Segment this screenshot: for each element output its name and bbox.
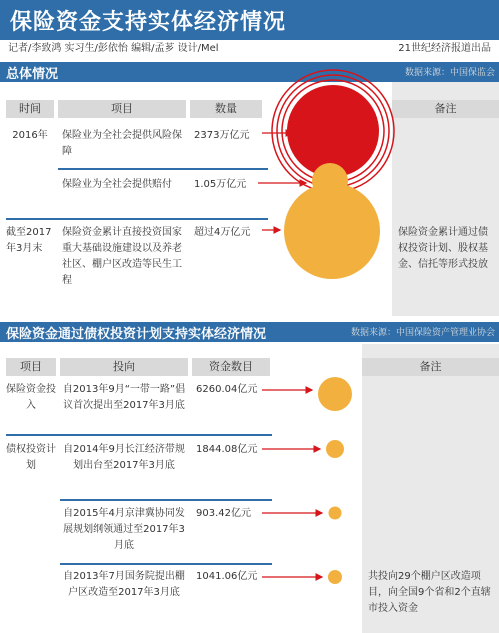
bubble-1844 bbox=[326, 440, 344, 458]
s1-header-amount: 数量 bbox=[190, 100, 262, 118]
s2-row3-amount: 903.42亿元 bbox=[196, 508, 251, 519]
s2-row4-amount: 1041.06亿元 bbox=[196, 571, 258, 582]
section1-source: 数据来源：中国保监会 bbox=[404, 68, 495, 78]
s2-row1-direction: 自2013年9月“一带一路”倡议首次提出至2017年3月底 bbox=[62, 384, 186, 411]
bubble-6260 bbox=[318, 377, 352, 411]
s1-row1-amount: 2373万亿元 bbox=[194, 130, 250, 141]
s2-row2-direction: 自2014年9月长江经济带规划出台至2017年3月底 bbox=[63, 444, 185, 471]
s2-row4-note: 共投向29个棚户区改造项目，向全国9个省和2个直辖市投入资金 bbox=[368, 571, 491, 614]
s2-row1-amount: 6260.04亿元 bbox=[196, 384, 258, 395]
s1-row3-item: 保险资金累计直接投资国家重大基础设施建设以及养老社区、棚户区改造等民生工程 bbox=[62, 227, 182, 286]
s1-row3-note: 保险资金累计通过债权投资计划、股权基金、信托等形式投放 bbox=[398, 227, 488, 270]
s2-row4-direction: 自2013年7月国务院提出棚户区改造至2017年3月底 bbox=[63, 571, 185, 598]
bubble-903 bbox=[329, 507, 342, 520]
s2-header-project: 项目 bbox=[6, 358, 56, 376]
bubble-1041 bbox=[328, 570, 342, 584]
credits-right: 21世纪经济报道出品 bbox=[398, 43, 491, 54]
page-title: 保险资金支持实体经济情况 bbox=[10, 10, 287, 35]
s2-row2-project: 债权投资计划 bbox=[6, 444, 56, 471]
red-bubble-2373 bbox=[287, 85, 379, 177]
s2-row2-amount: 1844.08亿元 bbox=[196, 444, 258, 455]
s2-header-amount: 资金数目 bbox=[192, 358, 270, 376]
s2-header-note: 备注 bbox=[362, 358, 499, 376]
s2-header-direction: 投向 bbox=[60, 358, 188, 376]
s1-row2-amount: 1.05万亿元 bbox=[194, 179, 247, 190]
orange-bubble-105 bbox=[312, 163, 348, 199]
s1-row3-time: 截至2017年3月末 bbox=[6, 227, 52, 254]
section2-source: 数据来源：中国保险资产管理业协会 bbox=[350, 328, 495, 338]
s1-header-note: 备注 bbox=[392, 100, 499, 118]
s1-header-time: 时间 bbox=[6, 100, 54, 118]
section2-title: 保险资金通过债权投资计划支持实体经济情况 bbox=[6, 327, 267, 342]
s1-row1-item: 保险业为全社会提供风险保障 bbox=[62, 130, 182, 157]
s1-header-item: 项目 bbox=[58, 100, 186, 118]
s2-row3-direction: 自2015年4月京津冀协同发展规划纲领通过至2017年3月底 bbox=[63, 508, 185, 551]
s1-row2-item: 保险业为全社会提供赔付 bbox=[62, 179, 172, 190]
s1-row3-amount: 超过4万亿元 bbox=[194, 227, 251, 238]
s1-row1-time: 2016年 bbox=[12, 130, 48, 141]
s2-row1-project: 保险资金投入 bbox=[6, 384, 56, 411]
credits-left: 记者/李致鸿 实习生/彭依怡 编辑/孟芗 设计/Mel bbox=[8, 43, 219, 54]
section1-title: 总体情况 bbox=[6, 67, 59, 82]
